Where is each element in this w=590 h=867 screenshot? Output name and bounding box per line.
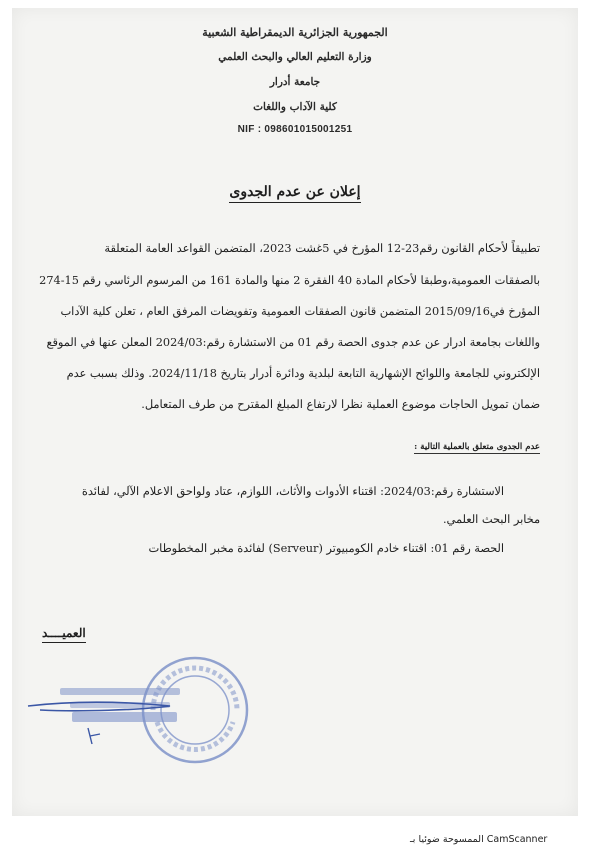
camscanner-watermark: الممسوحة ضوئيا بـ CamScanner bbox=[410, 834, 548, 845]
consultation-line-continued: مخابر البحث العلمي. bbox=[442, 513, 540, 526]
header-ministry: وزارة التعليم العالي والبحث العلمي bbox=[218, 51, 372, 63]
body-line: تطبيقاً لأحكام القانون رقم23-12 المؤرخ في 5غشت 2023، المتضمن القواعد العامة المتعلقة bbox=[104, 242, 540, 255]
title-text: إعلان عن عدم الجدوى bbox=[229, 184, 360, 203]
body-line: بالصفقات العمومية،وطبقا لأحكام المادة 40 الفقرة 2 منها والمادة 161 من المرسوم الرئاسي رقم 15-274 bbox=[39, 274, 540, 287]
body-line: الإلكتروني للجامعة واللوائح الإشهارية التابعة لبلدية ودائرة أدرار بتاريخ 2024/11/18. وذلك بسبب عدم bbox=[66, 367, 540, 380]
header-university: جامعة أدرار bbox=[269, 76, 321, 88]
body-line: المؤرخ في2015/09/16 المتضمن قانون الصفقات العمومية وتفويضات المرفق العام ، تعلن كلية الآداب bbox=[60, 305, 540, 318]
body-line: واللغات بجامعة ادرار عن عدم جدوى الحصة رقم 01 من الاستشارة رقم:2024/03 المعلن عنها في الموقع bbox=[46, 336, 540, 349]
operation-subheading bbox=[414, 442, 540, 452]
dean-label bbox=[42, 626, 86, 640]
sign-stamp-line-1 bbox=[60, 688, 180, 695]
header-republic: الجمهورية الجزائرية الديمقراطية الشعبية bbox=[202, 26, 388, 39]
lot-line: الحصة رقم 01: اقتناء خادم الكومبيوتر (Serveur) لفائدة مخبر المخطوطات bbox=[148, 542, 504, 555]
signature-flourish bbox=[88, 728, 100, 744]
header-nif: NIF : 098601015001251 bbox=[237, 124, 353, 135]
subheading-text: عدم الجدوى متعلق بالعملية التالية : bbox=[414, 442, 540, 452]
sign-stamp-name bbox=[72, 712, 177, 722]
dean-label-text: العميــــد bbox=[42, 626, 86, 643]
consultation-line: الاستشارة رقم:2024/03: اقتناء الأدوات والأثاث، اللوازم، عتاد ولواحق الاعلام الآلي، لفائدة bbox=[81, 485, 504, 498]
document-title bbox=[0, 184, 590, 200]
header-faculty: كلية الآداب واللغات bbox=[253, 101, 337, 113]
stamp-outer-ring bbox=[143, 658, 247, 762]
official-stamp bbox=[20, 640, 260, 790]
stamp-lettering-bottom bbox=[157, 722, 233, 750]
body-line: ضمان تمويل الحاجات موضوع العملية نظرا لارتفاع المبلغ المقترح من طرف المتعامل. bbox=[141, 398, 540, 411]
stamp-inner-ring bbox=[161, 676, 229, 744]
